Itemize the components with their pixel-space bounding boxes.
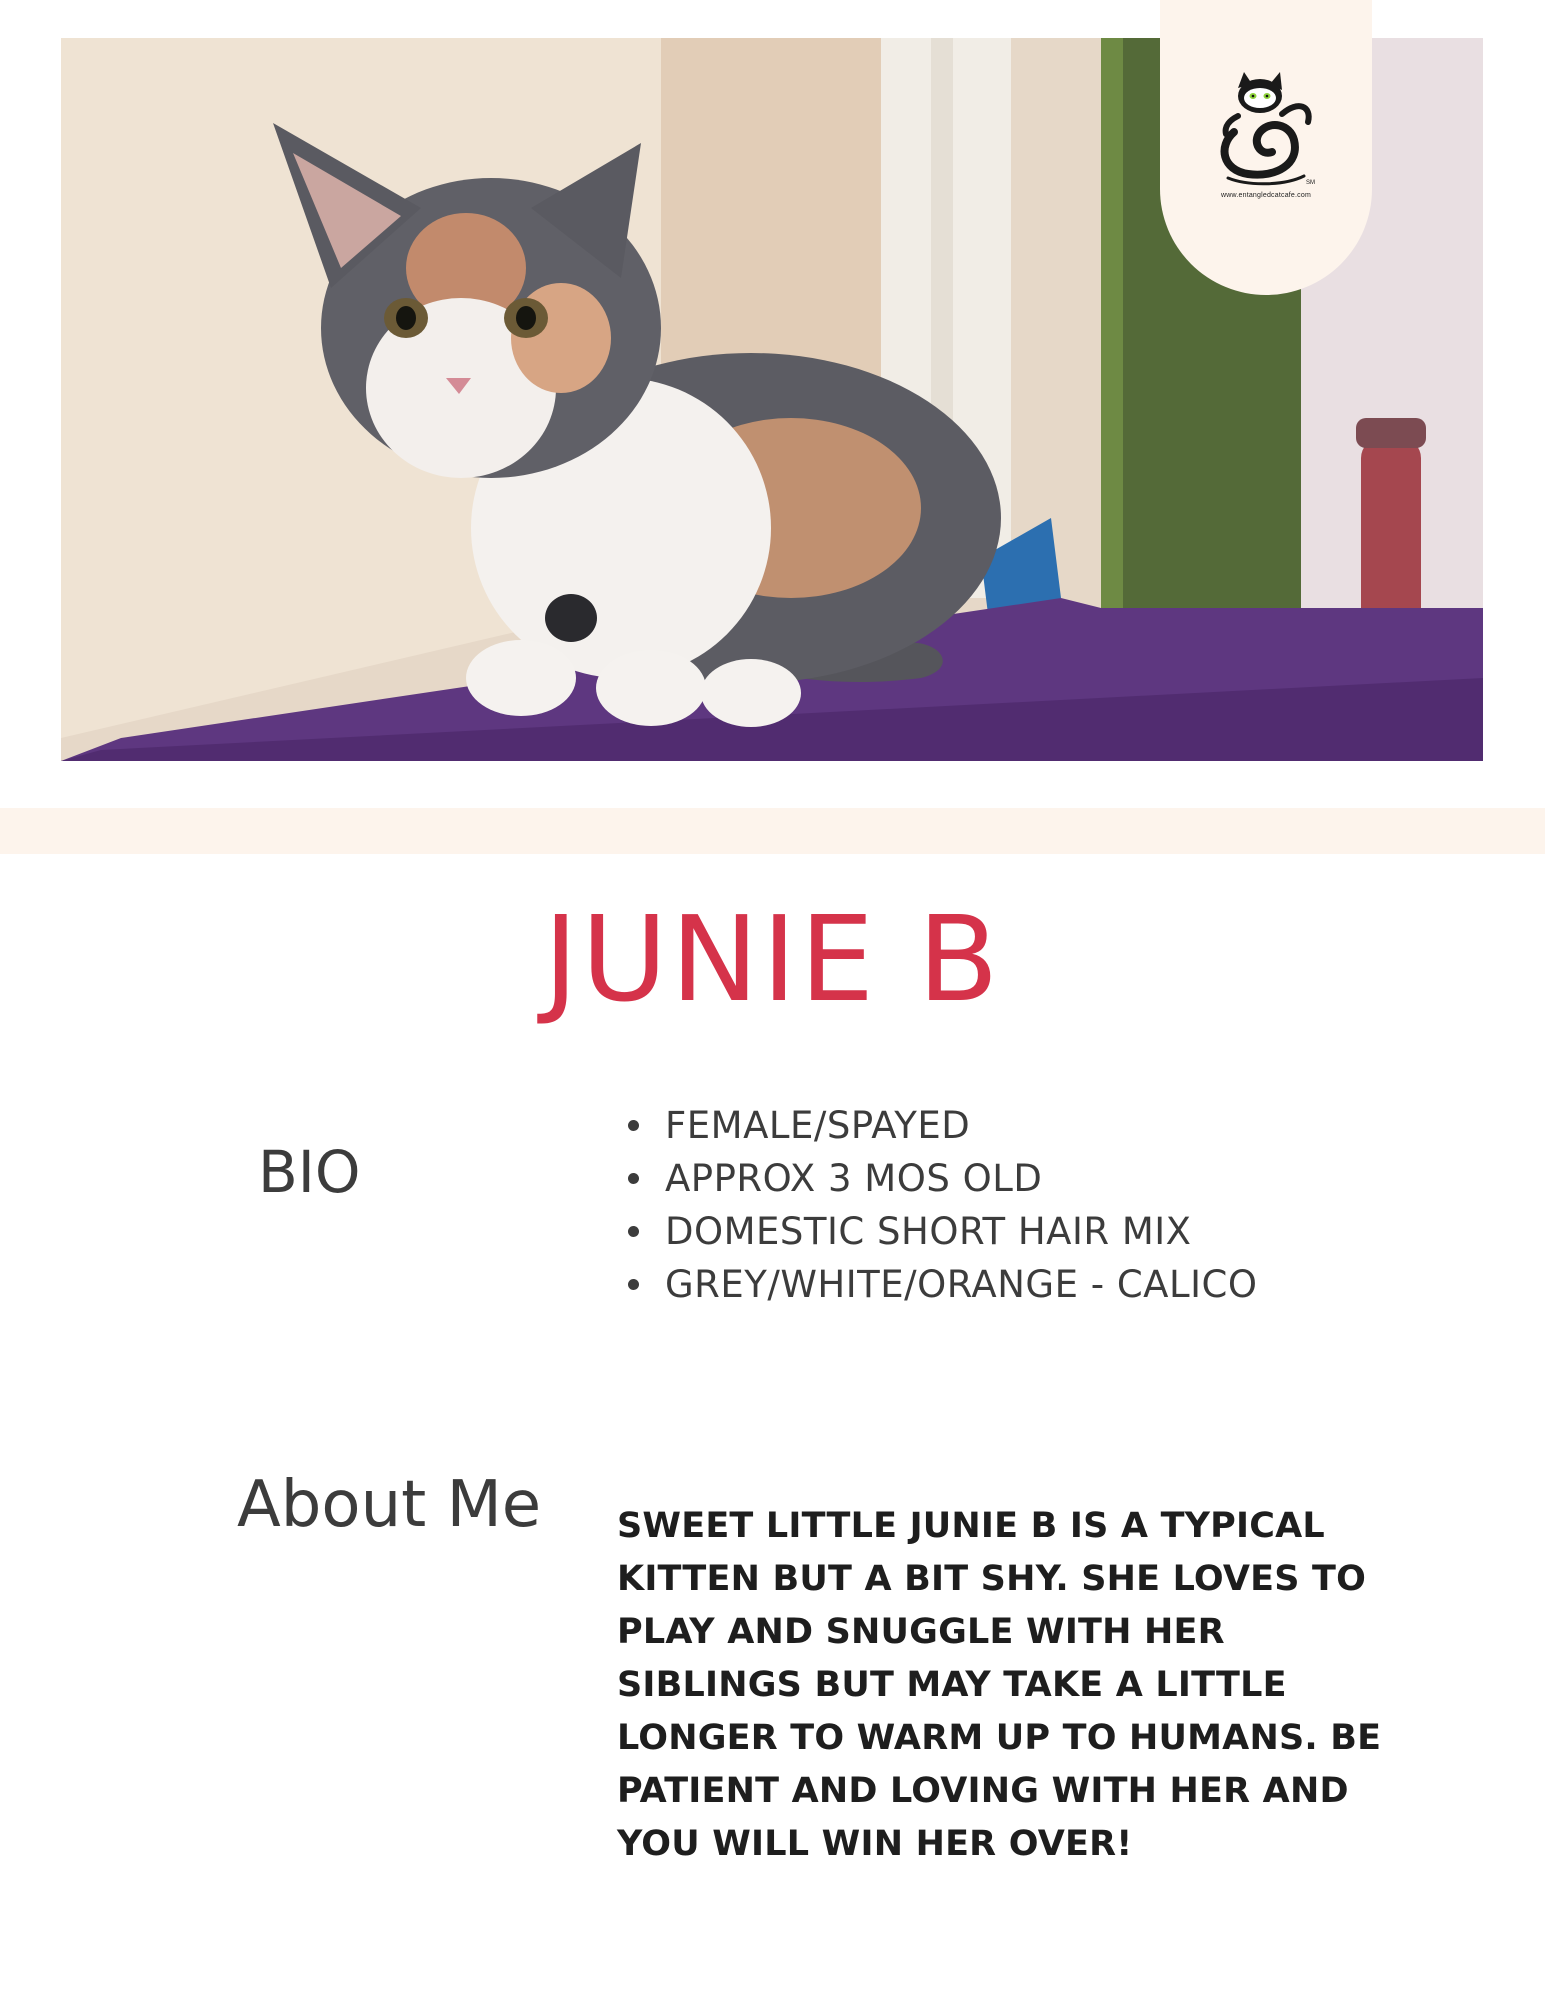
bullet-icon (628, 1173, 639, 1184)
bio-item-text: APPROX 3 MOS OLD (665, 1157, 1043, 1200)
bullet-icon (628, 1279, 639, 1290)
about-paragraph: SWEET LITTLE JUNIE B IS A TYPICAL KITTEN BUT A BIT SHY. SHE LOVES TO PLAY AND SNUGGLE WITH HER SIBLINGS BUT MAY TAKE A LITTLE LONGER TO WARM UP TO HUMANS. BE PATIENT AND LOVING WITH HER AND YOU WILL WIN HER OVER! (617, 1506, 1382, 1864)
bio-item (620, 1258, 1500, 1311)
bio-item (620, 1152, 1500, 1205)
cat-name: JUNIE B (543, 890, 1002, 1028)
bio-heading: BIO (258, 1138, 361, 1206)
bullet-icon (628, 1226, 639, 1237)
bio-list (620, 1099, 1500, 1311)
bio-item (620, 1205, 1500, 1258)
bio-item-text: FEMALE/SPAYED (665, 1104, 971, 1147)
bio-item-text: GREY/WHITE/ORANGE - CALICO (665, 1263, 1258, 1306)
bullet-icon (628, 1120, 639, 1131)
about-heading: About Me (237, 1468, 542, 1542)
divider-band (0, 808, 1545, 854)
logo-badge (1160, 0, 1372, 295)
cat-logo-icon (1208, 70, 1324, 200)
service-mark: SM (1306, 180, 1315, 186)
logo-website: www.entangledcatcafe.com (1220, 192, 1311, 199)
bio-item-text: DOMESTIC SHORT HAIR MIX (665, 1210, 1192, 1253)
bio-item (620, 1099, 1500, 1152)
